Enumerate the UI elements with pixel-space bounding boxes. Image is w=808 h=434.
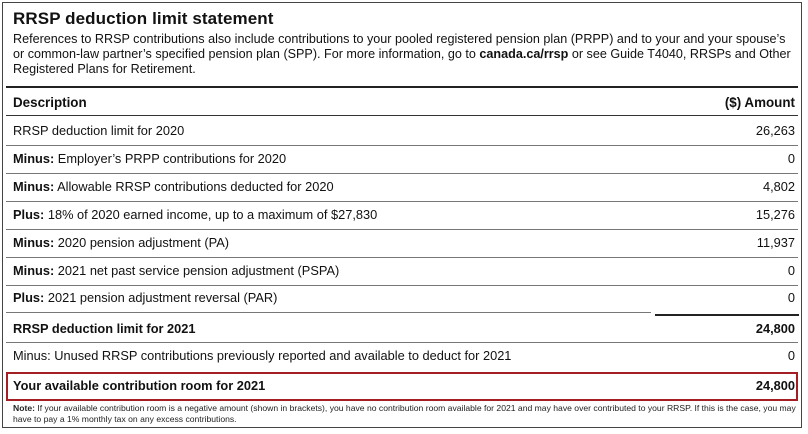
subtotal-rule <box>655 314 799 316</box>
row-divider <box>6 257 798 258</box>
table-row <box>13 348 795 368</box>
row-description: RRSP deduction limit for 2020 <box>13 123 185 138</box>
statement-title: RRSP deduction limit statement <box>13 9 274 28</box>
table-row <box>13 179 795 199</box>
row-amount: 0 <box>787 348 795 363</box>
row-divider <box>6 145 798 146</box>
row-divider <box>6 201 798 202</box>
row-divider <box>6 285 798 286</box>
row-description: Minus: 2020 pension adjustment (PA) <box>13 235 229 250</box>
row-divider <box>6 173 798 174</box>
intro-text-end: or see Guide T4040, RRSPs and Other Registered Plans for Retirement. <box>13 47 791 76</box>
row-amount: 0 <box>787 263 795 278</box>
table-row <box>13 235 795 255</box>
row-divider <box>6 312 651 313</box>
row-divider <box>6 229 798 230</box>
header-bottom-rule <box>6 115 798 116</box>
row-amount: 24,800 <box>755 378 795 393</box>
row-description: Minus: 2021 net past service pension adjustment (PSPA) <box>13 263 340 278</box>
row-amount: 0 <box>787 290 795 305</box>
table-row <box>13 263 795 283</box>
row-amount: 11,937 <box>756 235 795 250</box>
row-description: Plus: 18% of 2020 earned income, up to a maximum of $27,830 <box>13 207 378 222</box>
row-amount: 4,802 <box>762 179 795 194</box>
table-row-subtotal <box>13 321 795 341</box>
column-header-amount: ($) Amount <box>724 95 795 110</box>
table-row <box>13 207 795 227</box>
intro-text: References to RRSP contributions also include contributions to your pooled registered pension plan (PRPP) and to your and your spouse’s or common-law partner’s specified pension plan (SPP). For more information, go to <box>13 32 786 61</box>
table-row <box>13 290 795 310</box>
row-description: Minus: Employer’s PRPP contributions for 2020 <box>13 151 287 166</box>
rrsp-link[interactable]: canada.ca/rrsp <box>479 47 569 61</box>
row-description: RRSP deduction limit for 2021 <box>13 321 196 336</box>
header-top-rule <box>6 86 798 88</box>
row-divider <box>6 342 798 343</box>
row-description: Plus: 2021 pension adjustment reversal (PAR) <box>13 290 278 305</box>
row-description: Your available contribution room for 2021 <box>13 378 266 393</box>
table-row <box>13 123 795 143</box>
row-description: Minus: Allowable RRSP contributions deducted for 2020 <box>13 179 334 194</box>
row-amount: 26,263 <box>755 123 795 138</box>
column-header-description: Description <box>13 95 87 110</box>
row-amount: 15,276 <box>755 207 795 222</box>
row-amount: 0 <box>787 151 795 166</box>
row-description: Minus: Unused RRSP contributions previously reported and available to deduct for 2021 <box>13 348 512 363</box>
row-amount: 24,800 <box>755 321 795 336</box>
table-row-total <box>13 378 795 398</box>
statement-panel <box>2 2 802 428</box>
statement-intro <box>13 32 793 77</box>
footnote: Note: If your available contribution room is a negative amount (shown in brackets), you have no contribution room available for 2021 and may have over contributed to your RRSP. If this is the case, you may have to pay a 1% monthly tax on any excess contributions. <box>13 403 796 424</box>
table-row <box>13 151 795 171</box>
